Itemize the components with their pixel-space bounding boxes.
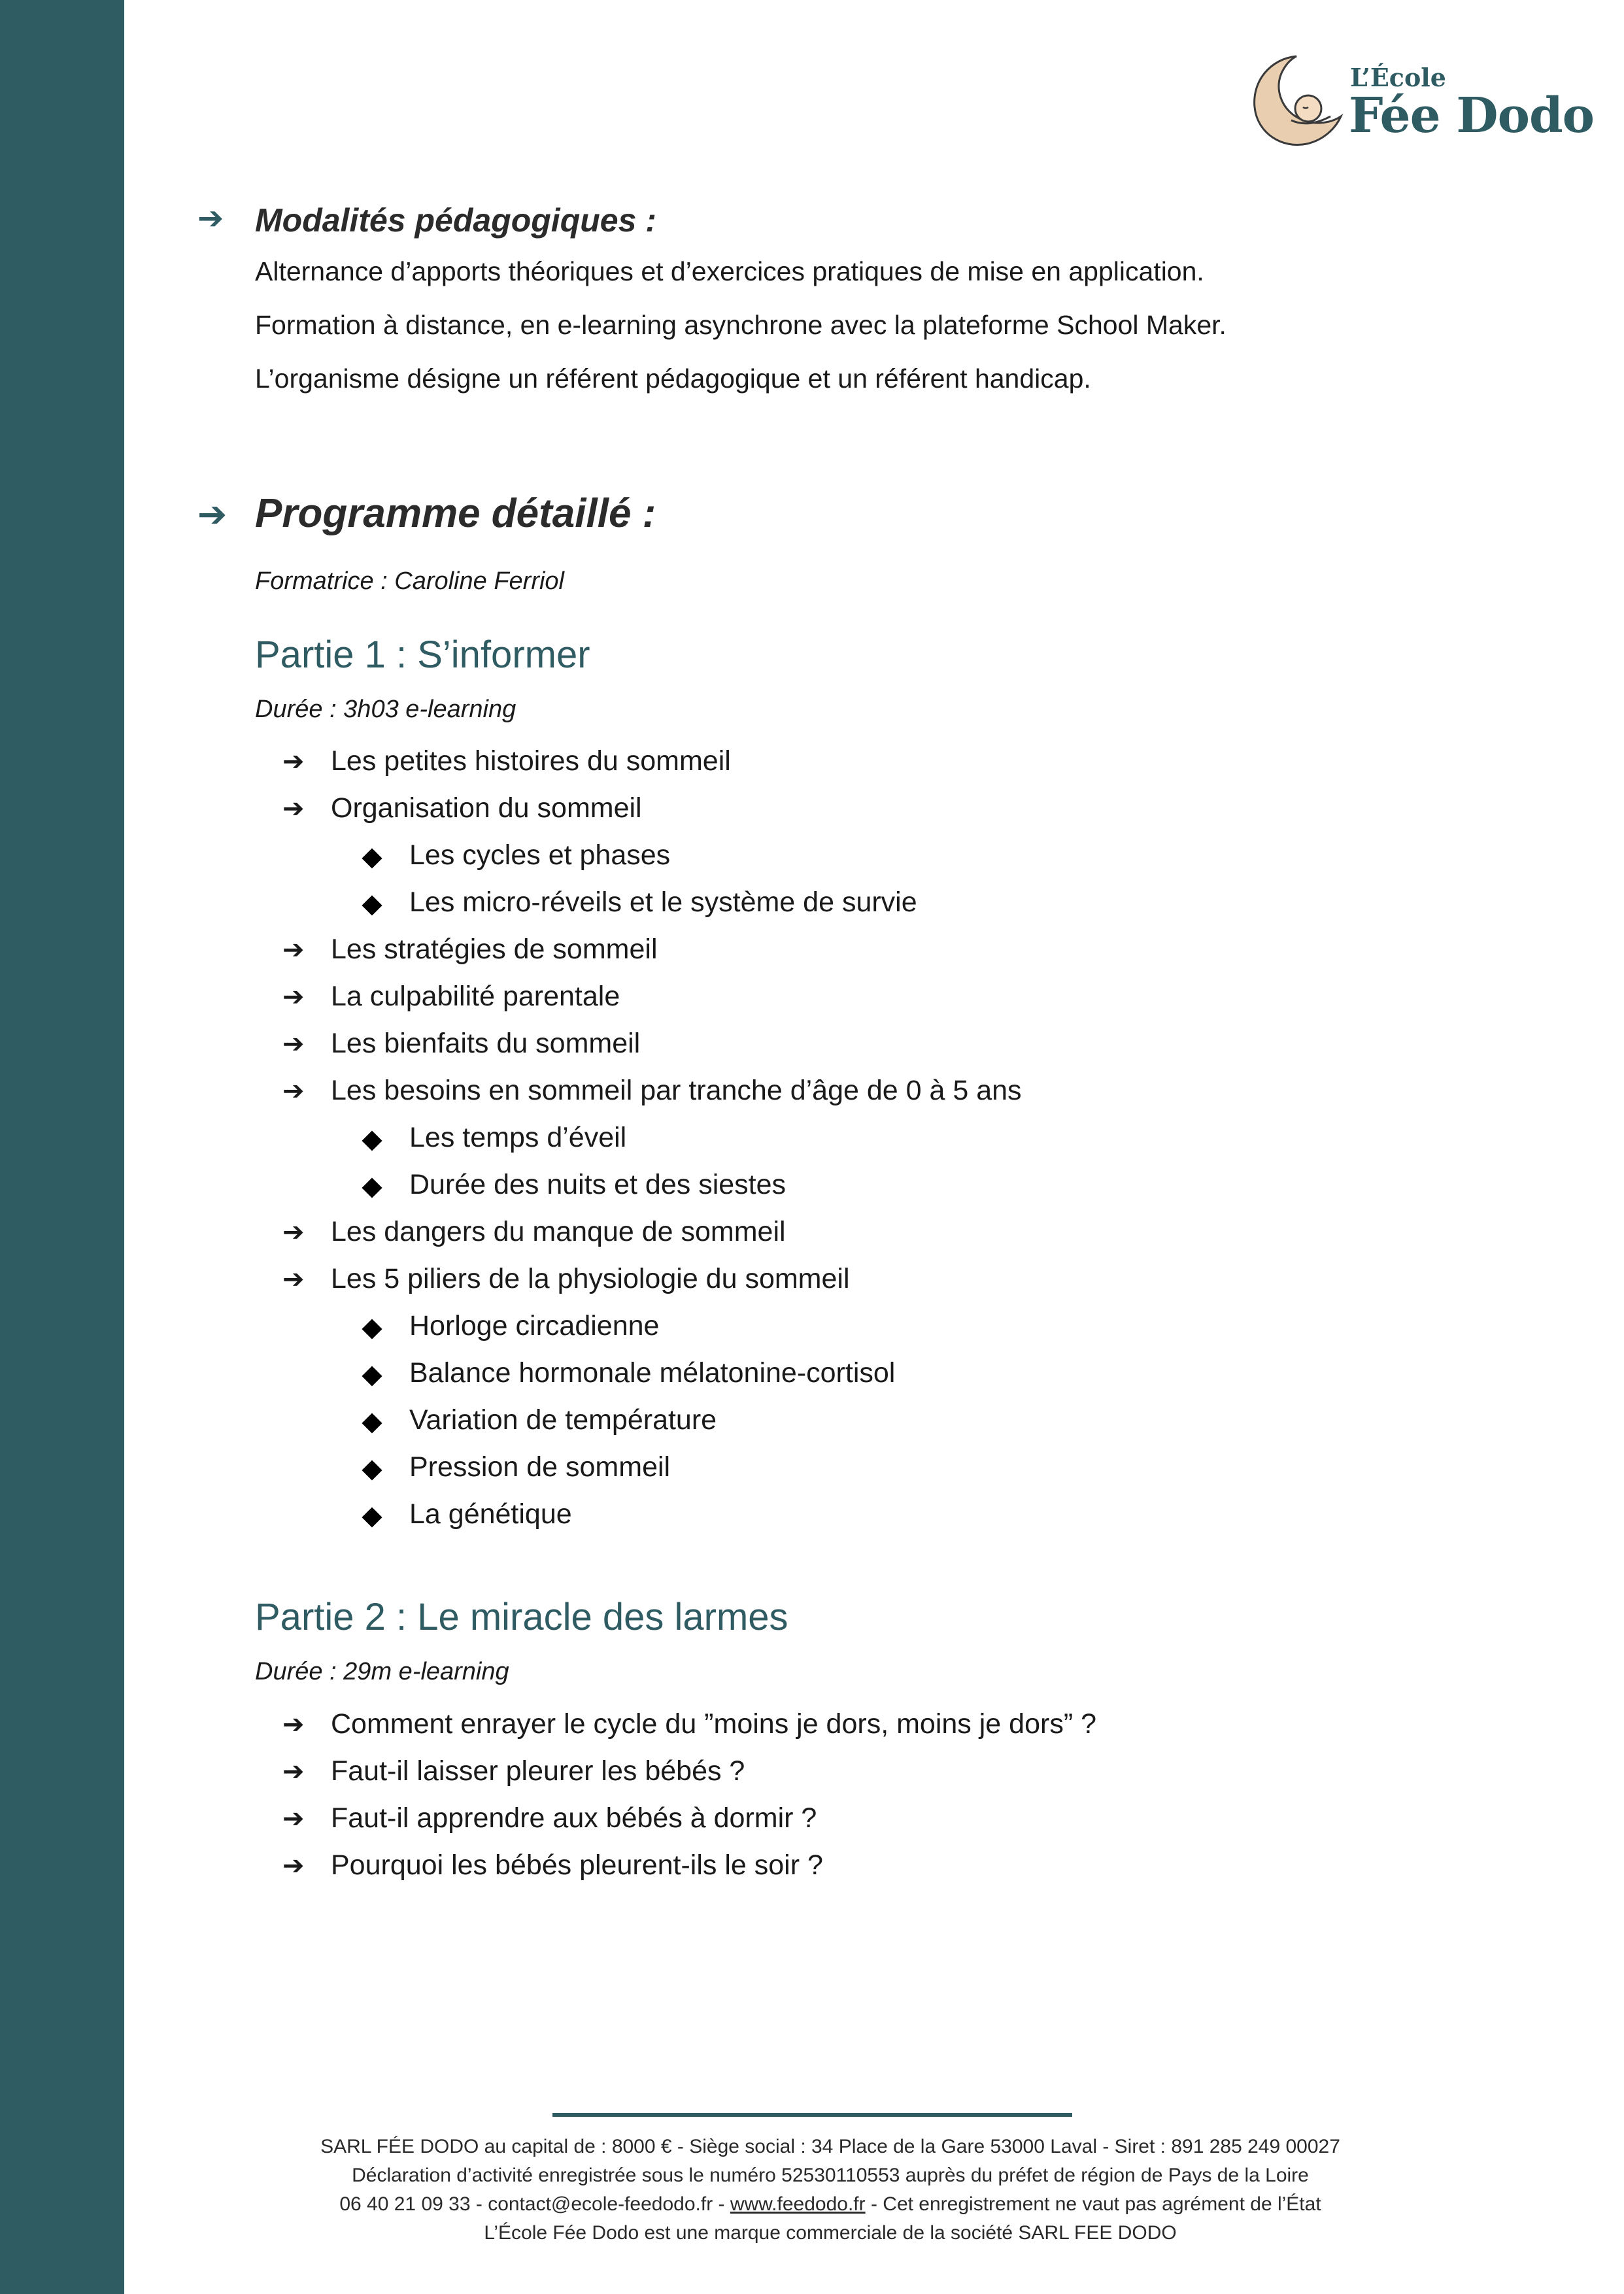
list-item-text: Horloge circadienne xyxy=(409,1310,660,1341)
diamond-bullet-icon xyxy=(362,895,382,915)
diamond-bullet-icon xyxy=(362,1507,382,1527)
footer-line-4: L’École Fée Dodo est une marque commerciale de la société SARL FEE DODO xyxy=(484,2222,1177,2244)
footer xyxy=(124,2133,1536,2248)
arrow-bullet-icon: ➔ xyxy=(282,1757,305,1786)
moon-baby-icon xyxy=(1245,52,1344,150)
list-item-text: Les temps d’éveil xyxy=(409,1122,627,1153)
part-1-title: Partie 1 : S’informer xyxy=(255,633,590,676)
formatrice: Formatrice : Caroline Ferriol xyxy=(255,567,564,595)
list-item-text: La génétique xyxy=(409,1498,572,1530)
arrow-bullet-icon: ➔ xyxy=(282,1077,305,1105)
modalites-line-3: L’organisme désigne un référent pédagogique et un référent handicap. xyxy=(255,363,1091,394)
part-1-duration: Durée : 3h03 e-learning xyxy=(255,696,516,723)
arrow-bullet-icon: ➔ xyxy=(282,1710,305,1739)
logo-big-text: Fée Dodo xyxy=(1349,88,1595,144)
footer-disclaimer: - Cet enregistrement ne vaut pas agrément de l’État xyxy=(865,2193,1321,2215)
list-item-text: Les dangers du manque de sommeil xyxy=(331,1216,786,1247)
arrow-bullet-icon: ➔ xyxy=(282,1851,305,1880)
list-item-text: Organisation du sommeil xyxy=(331,792,642,824)
left-accent-band xyxy=(0,0,124,2294)
list-item-text: Les petites histoires du sommeil xyxy=(331,745,731,777)
part-2-duration: Durée : 29m e-learning xyxy=(255,1658,509,1685)
arrow-bullet-icon: ➔ xyxy=(282,747,305,776)
diamond-bullet-icon xyxy=(362,1413,382,1433)
list-item-text: Balance hormonale mélatonine-cortisol xyxy=(409,1357,896,1389)
part-2-title: Partie 2 : Le miracle des larmes xyxy=(255,1596,788,1638)
diamond-bullet-icon xyxy=(362,1130,382,1151)
diamond-bullet-icon xyxy=(362,1366,382,1386)
footer-line-1: SARL FÉE DODO au capital de : 8000 € - Siège social : 34 Place de la Gare 53000 Laval - Siret : 891 285 249 00027 xyxy=(320,2136,1340,2157)
arrow-bullet-icon: ➔ xyxy=(282,936,305,964)
diamond-bullet-icon xyxy=(362,1177,382,1198)
arrow-bullet-icon: ➔ xyxy=(282,1030,305,1058)
footer-line-3 xyxy=(124,2190,1536,2219)
arrow-bullet-icon: ➔ xyxy=(282,1804,305,1833)
list-item-text: Les stratégies de sommeil xyxy=(331,934,658,965)
list-item-text: Les micro-réveils et le système de survie xyxy=(409,886,917,918)
list-item-text: Faut-il apprendre aux bébés à dormir ? xyxy=(331,1802,817,1834)
diamond-bullet-icon xyxy=(362,1460,382,1480)
list-item-text: Les bienfaits du sommeil xyxy=(331,1028,641,1059)
logo xyxy=(1245,52,1595,157)
arrow-bullet-icon: ➔ xyxy=(282,794,305,823)
diamond-bullet-icon xyxy=(362,1319,382,1339)
list-item-text: Faut-il laisser pleurer les bébés ? xyxy=(331,1755,745,1787)
programme-title: Programme détaillé : xyxy=(255,491,656,536)
footer-website-link[interactable]: www.feedodo.fr xyxy=(730,2193,866,2215)
section-arrow-icon: ➔ xyxy=(197,495,228,534)
list-item-text: Comment enrayer le cycle du ”moins je dors, moins je dors” ? xyxy=(331,1708,1096,1740)
list-item-text: Les 5 piliers de la physiologie du sommeil xyxy=(331,1263,850,1294)
list-item-text: Les besoins en sommeil par tranche d’âge de 0 à 5 ans xyxy=(331,1075,1022,1106)
footer-contact: 06 40 21 09 33 - contact@ecole-feedodo.fr - xyxy=(339,2193,730,2215)
diamond-bullet-icon xyxy=(362,848,382,868)
list-item-text: Variation de température xyxy=(409,1404,717,1436)
arrow-bullet-icon: ➔ xyxy=(282,1218,305,1247)
list-item-text: Pourquoi les bébés pleurent-ils le soir ? xyxy=(331,1849,823,1881)
modalites-line-1: Alternance d’apports théoriques et d’exercices pratiques de mise en application. xyxy=(255,256,1204,286)
footer-divider xyxy=(552,2113,1072,2117)
arrow-bullet-icon: ➔ xyxy=(282,1265,305,1294)
modalites-line-2: Formation à distance, en e-learning asynchrone avec la plateforme School Maker. xyxy=(255,310,1226,340)
list-item-text: Durée des nuits et des siestes xyxy=(409,1169,787,1200)
modalites-title: Modalités pédagogiques : xyxy=(255,202,656,239)
list-item-text: Les cycles et phases xyxy=(409,839,671,871)
arrow-bullet-icon: ➔ xyxy=(282,983,305,1011)
logo-small-text: L’École xyxy=(1350,63,1446,92)
list-item-text: La culpabilité parentale xyxy=(331,981,620,1012)
section-arrow-icon: ➔ xyxy=(197,201,224,236)
footer-line-2: Déclaration d’activité enregistrée sous le numéro 52530110553 auprès du préfet de région de Pays de la Loire xyxy=(352,2165,1309,2186)
list-item-text: Pression de sommeil xyxy=(409,1451,671,1483)
